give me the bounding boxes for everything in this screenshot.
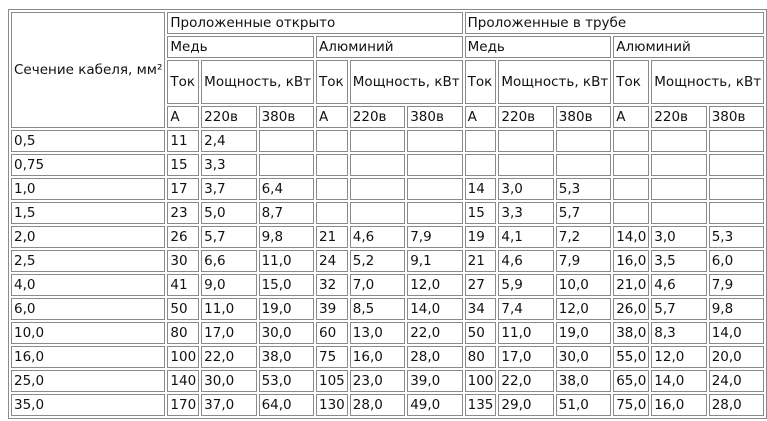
- value-cell: [316, 178, 348, 200]
- section-cell: 16,0: [11, 346, 165, 368]
- value-cell: 5,2: [350, 250, 405, 272]
- unit-380v-header: 380в: [709, 106, 764, 128]
- value-cell: [709, 130, 764, 152]
- value-cell: 14: [465, 178, 497, 200]
- value-cell: 2,4: [201, 130, 256, 152]
- value-cell: 100: [167, 346, 199, 368]
- cable-section-table: [8, 9, 767, 419]
- value-cell: [350, 178, 405, 200]
- unit-amp-header: А: [167, 106, 199, 128]
- value-cell: 7,4: [498, 298, 553, 320]
- value-cell: 3,3: [201, 154, 256, 176]
- value-cell: [498, 130, 553, 152]
- value-cell: [316, 202, 348, 224]
- value-cell: 38,0: [259, 346, 314, 368]
- value-cell: 41: [167, 274, 199, 296]
- value-cell: 50: [465, 322, 497, 344]
- table-row: [11, 202, 764, 224]
- table-row: [11, 178, 764, 200]
- value-cell: [498, 154, 553, 176]
- pipe-copper-header: Медь: [465, 36, 612, 58]
- table-row: [11, 298, 764, 320]
- value-cell: 4,1: [498, 226, 553, 248]
- value-cell: 28,0: [709, 394, 764, 416]
- unit-amp-header: А: [316, 106, 348, 128]
- value-cell: 130: [316, 394, 348, 416]
- value-cell: 30,0: [259, 322, 314, 344]
- open-copper-header: Медь: [167, 36, 314, 58]
- value-cell: 12,0: [651, 346, 706, 368]
- value-cell: 22,0: [498, 370, 553, 392]
- value-cell: 15: [167, 154, 199, 176]
- value-cell: [407, 202, 462, 224]
- value-cell: 105: [316, 370, 348, 392]
- value-cell: [651, 178, 706, 200]
- section-cell: 1,0: [11, 178, 165, 200]
- value-cell: 170: [167, 394, 199, 416]
- value-cell: 75,0: [613, 394, 649, 416]
- table-row: [11, 226, 764, 248]
- value-cell: 8,5: [350, 298, 405, 320]
- open-aluminum-power-header: Мощность, кВт: [350, 60, 463, 104]
- value-cell: 7,9: [556, 250, 611, 272]
- unit-amp-header: А: [613, 106, 649, 128]
- value-cell: [613, 178, 649, 200]
- value-cell: 14,0: [709, 322, 764, 344]
- value-cell: 29,0: [498, 394, 553, 416]
- value-cell: 11,0: [201, 298, 256, 320]
- value-cell: 19,0: [556, 322, 611, 344]
- value-cell: 26: [167, 226, 199, 248]
- section-cell: 35,0: [11, 394, 165, 416]
- value-cell: 15,0: [259, 274, 314, 296]
- value-cell: 6,0: [709, 250, 764, 272]
- unit-220v-header: 220в: [350, 106, 405, 128]
- value-cell: 17,0: [498, 346, 553, 368]
- unit-380v-header: 380в: [259, 106, 314, 128]
- section-cell: 4,0: [11, 274, 165, 296]
- value-cell: 28,0: [407, 346, 462, 368]
- value-cell: 37,0: [201, 394, 256, 416]
- value-cell: 15: [465, 202, 497, 224]
- value-cell: 3,0: [498, 178, 553, 200]
- value-cell: 23,0: [350, 370, 405, 392]
- value-cell: 7,0: [350, 274, 405, 296]
- value-cell: 100: [465, 370, 497, 392]
- section-cell: 0,5: [11, 130, 165, 152]
- pipe-aluminum-header: Алюминий: [613, 36, 764, 58]
- value-cell: 11,0: [498, 322, 553, 344]
- value-cell: 39: [316, 298, 348, 320]
- cable-table-container: [8, 9, 767, 419]
- value-cell: 16,0: [350, 346, 405, 368]
- value-cell: 10,0: [556, 274, 611, 296]
- pipe-laying-header: Проложенные в трубе: [465, 12, 765, 34]
- table-row: [11, 274, 764, 296]
- unit-220v-header: 220в: [201, 106, 256, 128]
- value-cell: [350, 202, 405, 224]
- value-cell: [613, 202, 649, 224]
- value-cell: 16,0: [651, 394, 706, 416]
- table-row: [11, 346, 764, 368]
- value-cell: 5,7: [201, 226, 256, 248]
- value-cell: 12,0: [407, 274, 462, 296]
- value-cell: 135: [465, 394, 497, 416]
- value-cell: 23: [167, 202, 199, 224]
- section-cell: 6,0: [11, 298, 165, 320]
- open-aluminum-current-header: Ток: [316, 60, 348, 104]
- table-row: [11, 322, 764, 344]
- value-cell: [316, 130, 348, 152]
- value-cell: 24: [316, 250, 348, 272]
- value-cell: [556, 154, 611, 176]
- value-cell: 50: [167, 298, 199, 320]
- unit-380v-header: 380в: [556, 106, 611, 128]
- value-cell: 55,0: [613, 346, 649, 368]
- value-cell: 21: [465, 250, 497, 272]
- value-cell: 3,5: [651, 250, 706, 272]
- value-cell: 22,0: [201, 346, 256, 368]
- value-cell: 14,0: [613, 226, 649, 248]
- section-cell: 2,0: [11, 226, 165, 248]
- value-cell: 32: [316, 274, 348, 296]
- value-cell: [350, 154, 405, 176]
- value-cell: 27: [465, 274, 497, 296]
- pipe-copper-power-header: Мощность, кВт: [498, 60, 611, 104]
- value-cell: 9,8: [709, 298, 764, 320]
- value-cell: 4,6: [350, 226, 405, 248]
- table-row: [11, 130, 764, 152]
- section-header: Сечение кабеля, мм²: [11, 12, 165, 128]
- value-cell: 5,3: [556, 178, 611, 200]
- value-cell: 19: [465, 226, 497, 248]
- value-cell: [259, 130, 314, 152]
- value-cell: 4,6: [498, 250, 553, 272]
- section-cell: 25,0: [11, 370, 165, 392]
- value-cell: 5,7: [651, 298, 706, 320]
- value-cell: 39,0: [407, 370, 462, 392]
- value-cell: 9,1: [407, 250, 462, 272]
- value-cell: [465, 154, 497, 176]
- value-cell: 53,0: [259, 370, 314, 392]
- value-cell: [651, 130, 706, 152]
- value-cell: 8,3: [651, 322, 706, 344]
- value-cell: 20,0: [709, 346, 764, 368]
- value-cell: 11: [167, 130, 199, 152]
- value-cell: 4,6: [651, 274, 706, 296]
- value-cell: 38,0: [613, 322, 649, 344]
- value-cell: 14,0: [651, 370, 706, 392]
- value-cell: 11,0: [259, 250, 314, 272]
- value-cell: 6,4: [259, 178, 314, 200]
- value-cell: 28,0: [350, 394, 405, 416]
- section-cell: 1,5: [11, 202, 165, 224]
- section-cell: 2,5: [11, 250, 165, 272]
- value-cell: 38,0: [556, 370, 611, 392]
- value-cell: [465, 130, 497, 152]
- value-cell: 12,0: [556, 298, 611, 320]
- value-cell: 9,8: [259, 226, 314, 248]
- value-cell: 140: [167, 370, 199, 392]
- open-copper-power-header: Мощность, кВт: [201, 60, 314, 104]
- pipe-aluminum-current-header: Ток: [613, 60, 649, 104]
- value-cell: [651, 202, 706, 224]
- value-cell: 19,0: [259, 298, 314, 320]
- value-cell: 3,0: [651, 226, 706, 248]
- value-cell: 6,6: [201, 250, 256, 272]
- value-cell: [709, 178, 764, 200]
- value-cell: 60: [316, 322, 348, 344]
- table-row: [11, 250, 764, 272]
- value-cell: [350, 130, 405, 152]
- value-cell: [709, 154, 764, 176]
- open-aluminum-header: Алюминий: [316, 36, 463, 58]
- value-cell: 21: [316, 226, 348, 248]
- value-cell: 65,0: [613, 370, 649, 392]
- value-cell: 49,0: [407, 394, 462, 416]
- value-cell: [709, 202, 764, 224]
- open-copper-current-header: Ток: [167, 60, 199, 104]
- value-cell: 7,9: [709, 274, 764, 296]
- value-cell: 51,0: [556, 394, 611, 416]
- value-cell: 7,9: [407, 226, 462, 248]
- value-cell: [613, 154, 649, 176]
- value-cell: 13,0: [350, 322, 405, 344]
- value-cell: 80: [465, 346, 497, 368]
- value-cell: 75: [316, 346, 348, 368]
- value-cell: 3,3: [498, 202, 553, 224]
- value-cell: 3,7: [201, 178, 256, 200]
- section-cell: 0,75: [11, 154, 165, 176]
- value-cell: [407, 178, 462, 200]
- value-cell: [407, 130, 462, 152]
- open-laying-header: Проложенные открыто: [167, 12, 462, 34]
- value-cell: 17,0: [201, 322, 256, 344]
- value-cell: 7,2: [556, 226, 611, 248]
- value-cell: 16,0: [613, 250, 649, 272]
- unit-380v-header: 380в: [407, 106, 462, 128]
- value-cell: [316, 154, 348, 176]
- value-cell: [259, 154, 314, 176]
- value-cell: 5,9: [498, 274, 553, 296]
- value-cell: 24,0: [709, 370, 764, 392]
- value-cell: [613, 130, 649, 152]
- section-cell: 10,0: [11, 322, 165, 344]
- unit-amp-header: А: [465, 106, 497, 128]
- value-cell: 64,0: [259, 394, 314, 416]
- unit-220v-header: 220в: [498, 106, 553, 128]
- pipe-copper-current-header: Ток: [465, 60, 497, 104]
- value-cell: 5,0: [201, 202, 256, 224]
- unit-220v-header: 220в: [651, 106, 706, 128]
- value-cell: 26,0: [613, 298, 649, 320]
- value-cell: 8,7: [259, 202, 314, 224]
- value-cell: 5,7: [556, 202, 611, 224]
- value-cell: 14,0: [407, 298, 462, 320]
- value-cell: [407, 154, 462, 176]
- table-row: [11, 370, 764, 392]
- value-cell: [651, 154, 706, 176]
- value-cell: 21,0: [613, 274, 649, 296]
- value-cell: 17: [167, 178, 199, 200]
- value-cell: 9,0: [201, 274, 256, 296]
- value-cell: 80: [167, 322, 199, 344]
- pipe-aluminum-power-header: Мощность, кВт: [651, 60, 764, 104]
- table-row: [11, 154, 764, 176]
- value-cell: 30: [167, 250, 199, 272]
- value-cell: 34: [465, 298, 497, 320]
- value-cell: [556, 130, 611, 152]
- value-cell: 30,0: [556, 346, 611, 368]
- value-cell: 30,0: [201, 370, 256, 392]
- value-cell: 22,0: [407, 322, 462, 344]
- table-row: [11, 394, 764, 416]
- value-cell: 5,3: [709, 226, 764, 248]
